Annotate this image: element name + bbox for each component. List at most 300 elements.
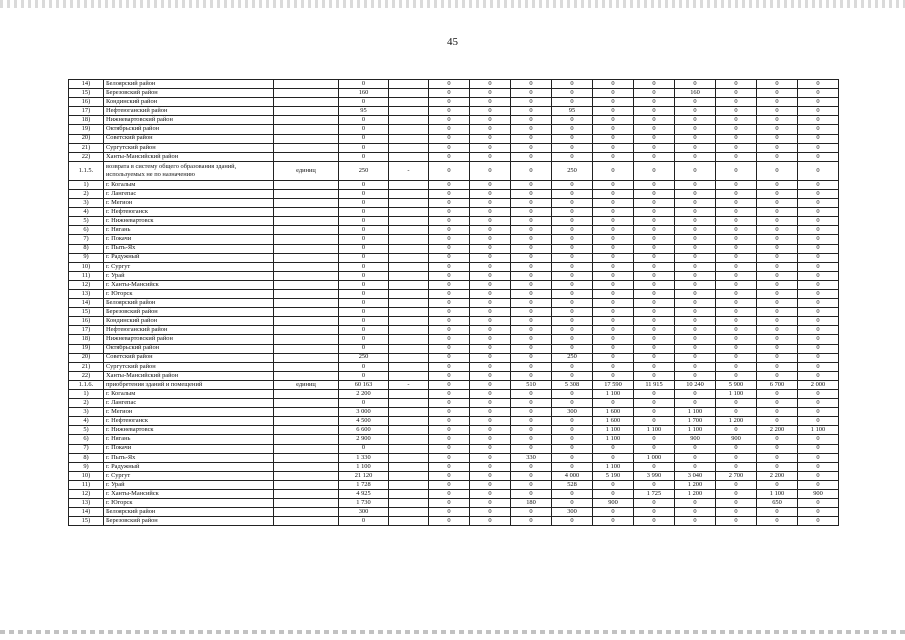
- row-value-cell: 0: [675, 362, 716, 371]
- row-name-cell: г. Мегион: [104, 199, 274, 208]
- row-value-cell: 0: [798, 371, 839, 380]
- row-value-cell: 0: [511, 371, 552, 380]
- row-unit-cell: [274, 480, 339, 489]
- row-value-cell: 0: [675, 399, 716, 408]
- row-value-cell: 0: [470, 444, 511, 453]
- row-value-cell: 0: [716, 344, 757, 353]
- row-number-cell: 22): [69, 152, 104, 161]
- row-value-cell: 0: [716, 453, 757, 462]
- row-value-cell: 0: [716, 353, 757, 362]
- row-value-cell: 0: [634, 226, 675, 235]
- row-name-cell: г. Югорск: [104, 289, 274, 298]
- row-value-cell: 0: [675, 143, 716, 152]
- table-row: [69, 89, 839, 98]
- table-row: [69, 161, 839, 180]
- report-table: [68, 79, 839, 526]
- row-number-cell: 9): [69, 253, 104, 262]
- row-value-cell: 0: [716, 134, 757, 143]
- row-value-cell: 0: [511, 299, 552, 308]
- row-value-cell: 0: [757, 143, 798, 152]
- row-value-cell: 0: [511, 235, 552, 244]
- row-value-cell: 0: [757, 408, 798, 417]
- row-value-cell: 0: [593, 308, 634, 317]
- row-value-cell: 1 100: [634, 426, 675, 435]
- row-value-cell: 0: [552, 317, 593, 326]
- row-value-cell: 0: [593, 444, 634, 453]
- row-name-cell: г. Урай: [104, 271, 274, 280]
- row-value-cell: 0: [716, 253, 757, 262]
- table-row: [69, 226, 839, 235]
- row-value-cell: 0: [429, 299, 470, 308]
- row-name-cell: г. Ханты-Мансийск: [104, 280, 274, 289]
- row-value-cell: 0: [429, 189, 470, 198]
- row-name-cell: г. Радужный: [104, 462, 274, 471]
- row-dash-cell: [389, 308, 429, 317]
- row-value-cell: 900: [593, 499, 634, 508]
- row-value-cell: 0: [634, 125, 675, 134]
- row-value-cell: 0: [552, 217, 593, 226]
- row-unit-cell: [274, 353, 339, 362]
- row-value-cell: 0: [798, 308, 839, 317]
- row-dash-cell: [389, 98, 429, 107]
- row-value-cell: 0: [716, 152, 757, 161]
- row-value-cell: 1 100: [675, 426, 716, 435]
- row-value-cell: 0: [634, 244, 675, 253]
- row-total-cell: 250: [339, 161, 389, 180]
- row-total-cell: 0: [339, 98, 389, 107]
- row-dash-cell: [389, 199, 429, 208]
- row-unit-cell: [274, 180, 339, 189]
- table-row: [69, 235, 839, 244]
- scan-edge-top: [0, 0, 905, 8]
- row-value-cell: 0: [593, 134, 634, 143]
- table-row: [69, 344, 839, 353]
- row-value-cell: 0: [511, 125, 552, 134]
- row-value-cell: 0: [593, 289, 634, 298]
- table-row: [69, 517, 839, 526]
- row-value-cell: 0: [675, 344, 716, 353]
- row-value-cell: 0: [716, 480, 757, 489]
- table-row: [69, 217, 839, 226]
- row-name-cell: Сургутский район: [104, 143, 274, 152]
- row-value-cell: 1 600: [593, 417, 634, 426]
- table-row: [69, 426, 839, 435]
- row-value-cell: 0: [593, 180, 634, 189]
- row-unit-cell: [274, 499, 339, 508]
- row-dash-cell: [389, 408, 429, 417]
- row-name-cell: Нижневартовский район: [104, 335, 274, 344]
- row-name-cell: приобретения зданий и помещений: [104, 380, 274, 389]
- row-value-cell: 0: [675, 299, 716, 308]
- row-number-cell: 3): [69, 199, 104, 208]
- table-row: [69, 417, 839, 426]
- row-name-cell: г. Покачи: [104, 235, 274, 244]
- row-value-cell: 0: [593, 199, 634, 208]
- row-value-cell: 0: [593, 353, 634, 362]
- row-total-cell: 0: [339, 199, 389, 208]
- row-value-cell: 0: [798, 125, 839, 134]
- row-value-cell: 0: [798, 471, 839, 480]
- row-value-cell: 0: [757, 299, 798, 308]
- row-value-cell: 0: [634, 462, 675, 471]
- row-total-cell: 60 163: [339, 380, 389, 389]
- row-value-cell: 0: [716, 399, 757, 408]
- table-row: [69, 299, 839, 308]
- row-value-cell: 0: [470, 107, 511, 116]
- row-value-cell: 0: [429, 80, 470, 89]
- row-value-cell: 0: [798, 408, 839, 417]
- row-value-cell: 0: [675, 353, 716, 362]
- row-value-cell: 0: [552, 490, 593, 499]
- row-value-cell: 4 000: [552, 471, 593, 480]
- row-value-cell: 0: [552, 98, 593, 107]
- row-value-cell: 0: [593, 271, 634, 280]
- row-value-cell: 0: [552, 199, 593, 208]
- row-value-cell: 0: [511, 271, 552, 280]
- row-value-cell: 0: [593, 399, 634, 408]
- row-total-cell: 250: [339, 353, 389, 362]
- row-unit-cell: [274, 471, 339, 480]
- row-value-cell: 1 100: [757, 490, 798, 499]
- row-value-cell: 1 100: [675, 408, 716, 417]
- row-value-cell: 0: [552, 253, 593, 262]
- row-value-cell: 0: [429, 98, 470, 107]
- row-dash-cell: [389, 134, 429, 143]
- row-name-cell: г. Покачи: [104, 444, 274, 453]
- row-value-cell: 0: [511, 517, 552, 526]
- row-value-cell: 0: [429, 471, 470, 480]
- row-total-cell: 0: [339, 180, 389, 189]
- row-value-cell: 0: [470, 271, 511, 280]
- row-value-cell: 0: [429, 335, 470, 344]
- row-number-cell: 2): [69, 399, 104, 408]
- row-value-cell: 0: [757, 161, 798, 180]
- row-value-cell: 2 200: [757, 426, 798, 435]
- row-value-cell: 1 100: [593, 435, 634, 444]
- row-number-cell: 13): [69, 499, 104, 508]
- row-value-cell: 0: [470, 80, 511, 89]
- row-number-cell: 6): [69, 226, 104, 235]
- row-dash-cell: [389, 271, 429, 280]
- row-value-cell: 0: [552, 80, 593, 89]
- row-value-cell: 0: [716, 317, 757, 326]
- row-value-cell: 1 100: [593, 462, 634, 471]
- row-number-cell: 22): [69, 371, 104, 380]
- row-number-cell: 2): [69, 189, 104, 198]
- row-value-cell: 0: [429, 417, 470, 426]
- row-value-cell: 0: [429, 326, 470, 335]
- row-name-cell: Кондинский район: [104, 317, 274, 326]
- row-value-cell: 0: [511, 217, 552, 226]
- row-total-cell: 2 900: [339, 435, 389, 444]
- row-value-cell: 0: [552, 435, 593, 444]
- row-value-cell: 0: [511, 408, 552, 417]
- row-value-cell: 0: [757, 453, 798, 462]
- row-value-cell: 0: [552, 326, 593, 335]
- row-value-cell: 0: [593, 189, 634, 198]
- row-dash-cell: [389, 344, 429, 353]
- row-unit-cell: [274, 390, 339, 399]
- row-value-cell: 0: [593, 107, 634, 116]
- row-unit-cell: [274, 289, 339, 298]
- row-value-cell: 0: [552, 517, 593, 526]
- row-value-cell: 0: [593, 235, 634, 244]
- row-value-cell: 0: [798, 462, 839, 471]
- row-unit-cell: [274, 235, 339, 244]
- row-total-cell: 0: [339, 208, 389, 217]
- row-value-cell: 0: [634, 217, 675, 226]
- row-value-cell: 0: [470, 371, 511, 380]
- row-total-cell: 4 500: [339, 417, 389, 426]
- row-unit-cell: [274, 426, 339, 435]
- row-total-cell: 0: [339, 308, 389, 317]
- row-number-cell: 10): [69, 262, 104, 271]
- row-value-cell: 0: [429, 344, 470, 353]
- row-value-cell: 0: [634, 335, 675, 344]
- row-value-cell: 0: [675, 517, 716, 526]
- row-value-cell: 0: [552, 125, 593, 134]
- row-unit-cell: [274, 152, 339, 161]
- row-number-cell: 16): [69, 317, 104, 326]
- row-total-cell: 21 120: [339, 471, 389, 480]
- row-unit-cell: [274, 371, 339, 380]
- page-number: 45: [447, 36, 458, 48]
- row-value-cell: 0: [634, 289, 675, 298]
- row-name-cell: г. Нижневартовск: [104, 426, 274, 435]
- row-total-cell: 95: [339, 107, 389, 116]
- row-total-cell: 300: [339, 508, 389, 517]
- row-value-cell: 0: [798, 517, 839, 526]
- row-value-cell: 0: [757, 98, 798, 107]
- row-value-cell: 0: [798, 480, 839, 489]
- row-unit-cell: [274, 508, 339, 517]
- row-value-cell: 0: [634, 508, 675, 517]
- row-value-cell: 0: [716, 517, 757, 526]
- row-unit-cell: [274, 134, 339, 143]
- row-value-cell: 0: [511, 490, 552, 499]
- row-value-cell: 0: [429, 280, 470, 289]
- row-value-cell: 0: [675, 453, 716, 462]
- row-number-cell: 3): [69, 408, 104, 417]
- row-unit-cell: [274, 444, 339, 453]
- row-value-cell: 0: [798, 508, 839, 517]
- row-value-cell: 0: [552, 399, 593, 408]
- row-value-cell: 0: [470, 399, 511, 408]
- row-value-cell: 0: [675, 335, 716, 344]
- row-value-cell: 0: [470, 390, 511, 399]
- row-value-cell: 0: [429, 399, 470, 408]
- table-row: [69, 435, 839, 444]
- row-number-cell: 15): [69, 89, 104, 98]
- row-value-cell: 0: [511, 308, 552, 317]
- row-value-cell: 0: [593, 217, 634, 226]
- row-value-cell: 0: [552, 390, 593, 399]
- row-value-cell: 1 725: [634, 490, 675, 499]
- row-value-cell: 0: [675, 208, 716, 217]
- table-row: [69, 98, 839, 107]
- row-name-cell: г. Сургут: [104, 262, 274, 271]
- row-value-cell: 0: [634, 161, 675, 180]
- row-value-cell: 0: [470, 253, 511, 262]
- row-value-cell: 0: [675, 317, 716, 326]
- row-value-cell: 0: [429, 244, 470, 253]
- row-value-cell: 0: [634, 180, 675, 189]
- table-row: [69, 143, 839, 152]
- row-value-cell: 0: [552, 362, 593, 371]
- row-name-cell: Березовский район: [104, 89, 274, 98]
- row-value-cell: 0: [429, 217, 470, 226]
- row-value-cell: 0: [798, 280, 839, 289]
- row-total-cell: 0: [339, 143, 389, 152]
- row-name-cell: г. Нефтеюганск: [104, 208, 274, 217]
- row-dash-cell: [389, 490, 429, 499]
- row-value-cell: 510: [511, 380, 552, 389]
- row-value-cell: 0: [757, 199, 798, 208]
- row-value-cell: 0: [593, 317, 634, 326]
- row-dash-cell: [389, 399, 429, 408]
- row-value-cell: 0: [757, 344, 798, 353]
- row-name-cell: Кондинский район: [104, 98, 274, 107]
- row-value-cell: 0: [675, 226, 716, 235]
- row-number-cell: 7): [69, 444, 104, 453]
- row-total-cell: 0: [339, 217, 389, 226]
- row-value-cell: 3 990: [634, 471, 675, 480]
- row-value-cell: 0: [511, 326, 552, 335]
- row-unit-cell: [274, 98, 339, 107]
- row-dash-cell: [389, 508, 429, 517]
- row-value-cell: 0: [511, 353, 552, 362]
- row-value-cell: 0: [511, 444, 552, 453]
- row-value-cell: 0: [798, 189, 839, 198]
- row-value-cell: 0: [675, 116, 716, 125]
- row-value-cell: 300: [552, 408, 593, 417]
- row-number-cell: 8): [69, 244, 104, 253]
- row-unit-cell: [274, 280, 339, 289]
- table-row: [69, 199, 839, 208]
- row-value-cell: 0: [757, 362, 798, 371]
- row-name-cell: Березовский район: [104, 308, 274, 317]
- row-value-cell: 0: [511, 161, 552, 180]
- row-value-cell: 0: [716, 326, 757, 335]
- row-value-cell: 0: [511, 262, 552, 271]
- row-name-cell: г. Лангепас: [104, 189, 274, 198]
- row-value-cell: 0: [675, 189, 716, 198]
- row-value-cell: 0: [470, 353, 511, 362]
- row-value-cell: 0: [470, 299, 511, 308]
- row-value-cell: 1 100: [593, 426, 634, 435]
- row-value-cell: 0: [552, 444, 593, 453]
- row-value-cell: 10 240: [675, 380, 716, 389]
- row-dash-cell: [389, 180, 429, 189]
- row-unit-cell: единиц: [274, 161, 339, 180]
- row-name-cell: г. Когалым: [104, 390, 274, 399]
- row-value-cell: 0: [511, 152, 552, 161]
- row-unit-cell: единиц: [274, 380, 339, 389]
- row-unit-cell: [274, 262, 339, 271]
- row-value-cell: 0: [470, 335, 511, 344]
- row-total-cell: 1 728: [339, 480, 389, 489]
- row-dash-cell: [389, 125, 429, 134]
- row-number-cell: 12): [69, 280, 104, 289]
- row-value-cell: 0: [798, 226, 839, 235]
- row-total-cell: 0: [339, 152, 389, 161]
- row-total-cell: 0: [339, 134, 389, 143]
- table-row: [69, 471, 839, 480]
- row-value-cell: 0: [429, 317, 470, 326]
- row-unit-cell: [274, 453, 339, 462]
- row-value-cell: 0: [593, 253, 634, 262]
- row-dash-cell: [389, 217, 429, 226]
- row-name-cell: г. Сургут: [104, 471, 274, 480]
- row-value-cell: 0: [716, 308, 757, 317]
- row-value-cell: 0: [757, 125, 798, 134]
- row-value-cell: 0: [511, 317, 552, 326]
- row-number-cell: 21): [69, 362, 104, 371]
- row-name-cell: Нижневартовский район: [104, 116, 274, 125]
- row-value-cell: 0: [593, 262, 634, 271]
- row-dash-cell: [389, 444, 429, 453]
- row-dash-cell: -: [389, 161, 429, 180]
- row-value-cell: 0: [470, 244, 511, 253]
- row-value-cell: 0: [675, 80, 716, 89]
- row-value-cell: 0: [470, 134, 511, 143]
- row-dash-cell: [389, 116, 429, 125]
- row-number-cell: 1.1.6.: [69, 380, 104, 389]
- row-value-cell: 0: [675, 180, 716, 189]
- table-row: [69, 116, 839, 125]
- row-value-cell: 528: [552, 480, 593, 489]
- row-value-cell: 0: [798, 271, 839, 280]
- row-value-cell: 0: [675, 371, 716, 380]
- row-value-cell: 0: [429, 180, 470, 189]
- row-name-cell: Октябрьский район: [104, 344, 274, 353]
- row-total-cell: 3 000: [339, 408, 389, 417]
- row-value-cell: 0: [593, 208, 634, 217]
- row-value-cell: 0: [716, 189, 757, 198]
- row-value-cell: 250: [552, 161, 593, 180]
- row-value-cell: 0: [470, 152, 511, 161]
- row-value-cell: 0: [552, 371, 593, 380]
- row-number-cell: 1): [69, 180, 104, 189]
- row-value-cell: 0: [634, 299, 675, 308]
- row-value-cell: 0: [675, 444, 716, 453]
- row-name-cell: г. Нижневартовск: [104, 217, 274, 226]
- row-value-cell: 0: [757, 326, 798, 335]
- table-row: [69, 353, 839, 362]
- row-value-cell: 0: [798, 253, 839, 262]
- row-dash-cell: [389, 499, 429, 508]
- row-name-cell: возврата в систему общего образования зданий, используемых не по назначению: [104, 161, 274, 180]
- row-total-cell: 0: [339, 444, 389, 453]
- row-unit-cell: [274, 89, 339, 98]
- row-value-cell: 0: [798, 199, 839, 208]
- row-unit-cell: [274, 399, 339, 408]
- row-value-cell: 0: [593, 280, 634, 289]
- row-value-cell: 1 100: [716, 390, 757, 399]
- row-value-cell: 0: [798, 417, 839, 426]
- row-value-cell: 0: [634, 143, 675, 152]
- row-total-cell: 0: [339, 235, 389, 244]
- row-value-cell: 0: [511, 98, 552, 107]
- row-value-cell: 0: [552, 189, 593, 198]
- row-value-cell: 5 190: [593, 471, 634, 480]
- row-value-cell: 0: [470, 326, 511, 335]
- row-name-cell: г. Ханты-Мансийск: [104, 490, 274, 499]
- row-total-cell: 0: [339, 335, 389, 344]
- row-value-cell: 0: [593, 371, 634, 380]
- table-row: [69, 308, 839, 317]
- row-value-cell: 0: [634, 208, 675, 217]
